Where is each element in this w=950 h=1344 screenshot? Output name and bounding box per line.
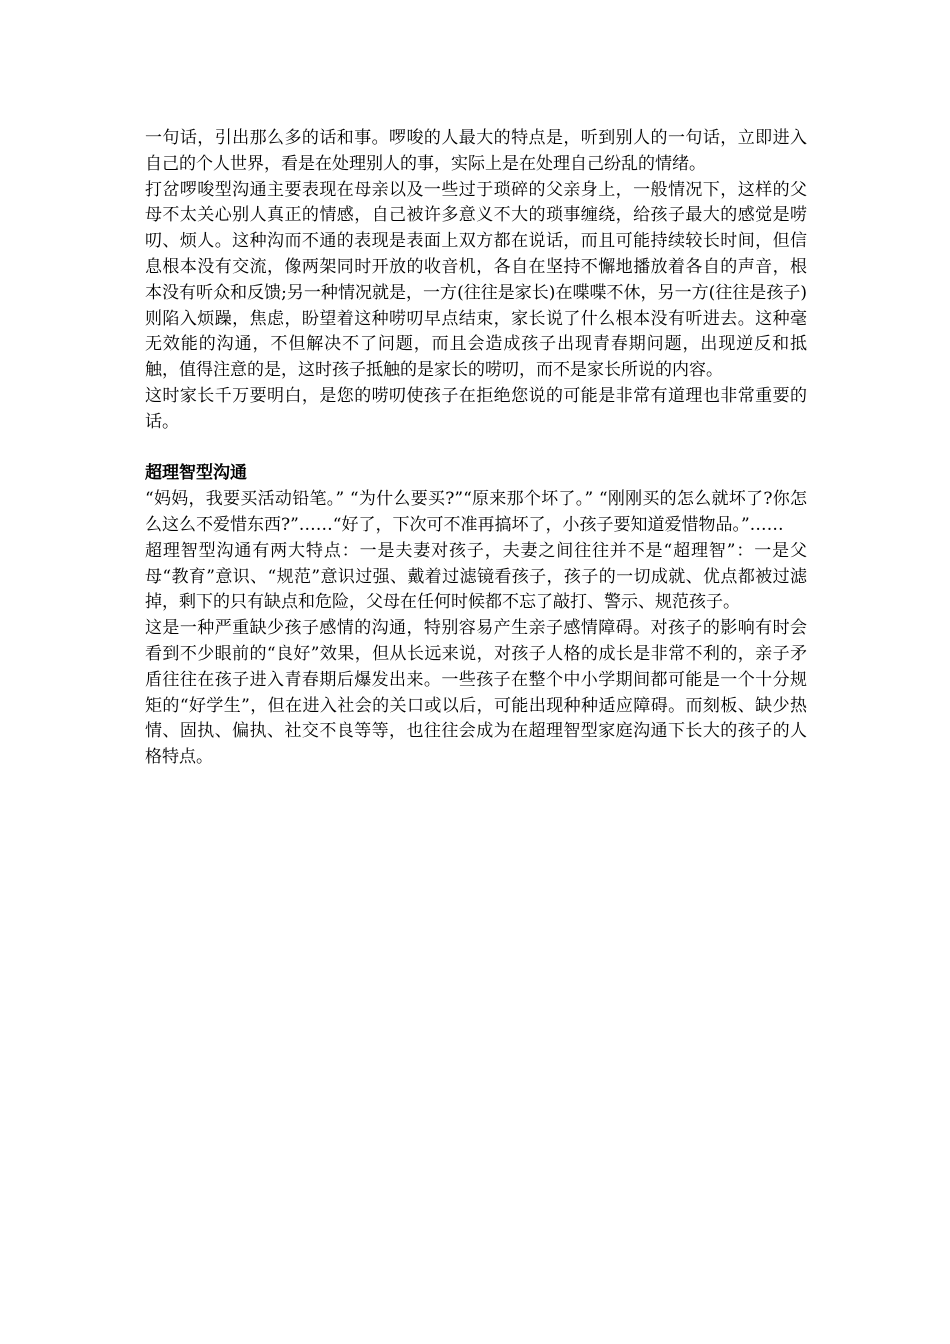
paragraph-features: 超理智型沟通有两大特点：一是夫妻对孩子，夫妻之间往往并不是“超理智”：一是父母“教育”意识、“规范”意识过强、戴着过滤镜看孩子，孩子的一切成就、优点都被过滤掉，剩下的只有缺点和危险，父母在任何时候都不忘了敲打、警示、规范孩子。 [145,540,807,613]
paragraph-spacer [145,436,807,462]
section-heading: 超理智型沟通 [145,463,247,484]
document-body [145,126,807,771]
paragraph-parent-warning: 这时家长千万要明白，是您的唠叨使孩子在拒绝您说的可能是非常有道理也非常重要的话。 [145,385,807,432]
paragraph-effects: 这是一种严重缺少孩子感情的沟通，特别容易产生亲子感情障碍。对孩子的影响有时会看到不少眼前的“良好”效果，但从长远来说，对孩子人格的成长是非常不利的，亲子矛盾往往在孩子进入青春期后爆发出来。一些孩子在整个中小学期间都可能是一个十分规矩的“好学生”，但在进入社会的关口或以后，可能出现种种适应障碍。而刻板、缺少热情、固执、偏执、社交不良等等，也往往会成为在超理智型家庭沟通下长大的孩子的人格特点。 [145,618,807,768]
paragraph-dialogue-example: “妈妈，我要买活动铅笔。” “为什么要买?”“原来那个坏了。” “刚刚买的怎么就坏了?你怎么这么不爱惜东西?”……“好了，下次可不准再搞坏了，小孩子要知道爱惜物品。”…… [145,489,807,535]
paragraph-intro: 一句话，引出那么多的话和事。啰唆的人最大的特点是，听到别人的一句话，立即进入自己的个人世界，看是在处理别人的事，实际上是在处理自己纷乱的情绪。 [145,128,807,174]
paragraph-nagging-description: 打岔啰唆型沟通主要表现在母亲以及一些过于琐碎的父亲身上，一般情况下，这样的父母不太关心别人真正的情感，自己被许多意义不大的琐事缠绕，给孩子最大的感觉是唠叨、烦人。这种沟而不通的表现是表面上双方都在说话，而且可能持续较长时间，但信息根本没有交流，像两架同时开放的收音机，各自在坚持不懈地播放着各自的声音，根本没有听众和反馈;另一种情况就是，一方(往往是家长)在喋喋不休，另一方(往往是孩子)则陷入烦躁，焦虑，盼望着这种唠叨早点结束，家长说了什么根本没有听进去。这种毫无效能的沟通，不但解决不了问题，而且会造成孩子出现青春期问题，出现逆反和抵触，值得注意的是，这时孩子抵触的是家长的唠叨，而不是家长所说的内容。 [145,179,807,381]
